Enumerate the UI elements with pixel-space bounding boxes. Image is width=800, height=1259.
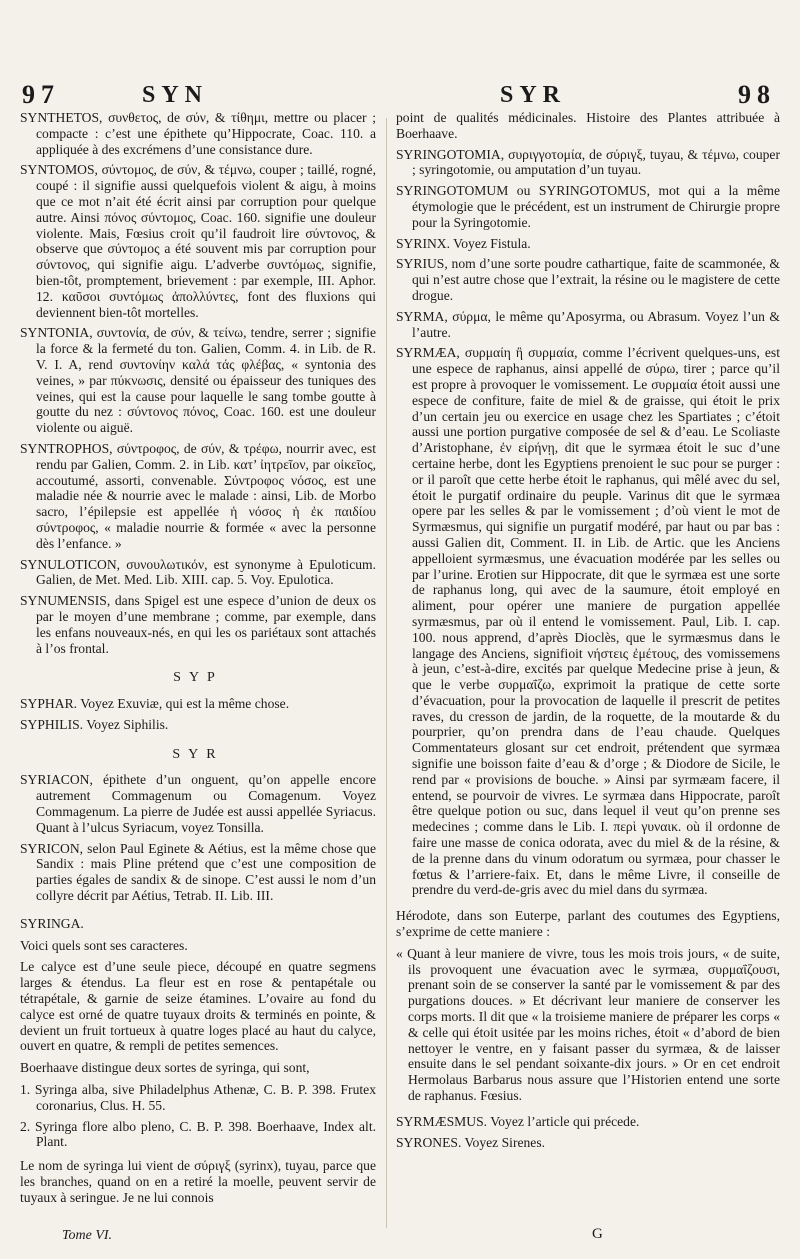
section-heading-syr: SYR [172, 746, 224, 762]
page-number-left: 97 [22, 80, 60, 109]
herodote-intro: Hérodote, dans son Euterpe, parlant des coutumes des Egyptiens, s’exprime de cette maniere : [396, 908, 780, 940]
running-head-right: SYR [500, 82, 567, 108]
entry-syringotomum: SYRINGOTOMUM ou SYRINGOTOMUS, mot qui a la même étymologie que le précédent, est un instrument de Chirurgie propre pour la Syringotomie. [396, 183, 780, 230]
syringa-species-1: 1. Syringa alba, sive Philadelphus Athenæ, C. B. P. 398. Frutex coronarius, Clus. H. 55. [20, 1082, 376, 1113]
entry-syringa-continued: point de qualités médicinales. Histoire des Plantes attribuée à Boerhaave. [396, 110, 780, 141]
entry-syntomos: SYNTOMOS, σύντομος, de σύν, & τέμνω, couper ; taillé, rogné, coupé : il signifie aussi quelquefois violent & aigu, à moins que ce mot n’ait été écrit ainsi par corruption pour quelque autre. Ainsi πόνος σύντομος, Coac. 160. signifie une douleur violente. Mais, Fœsius croit qu’il faudroit lire σύντονος, & observe que σύντομος a été souvent mis par corruption pour σύντονος, qui signifie aigu. L’adverbe συντόμως, signifie, bien-tôt, promptement, brievement : par exemple, III. Aphor. 12. καῦσοι συντόμως ἀπολλύντες, font des fluxions qui deviennent bien-tôt mortelles. [20, 162, 376, 320]
syringa-intro: Voici quels sont ses caracteres. [20, 937, 188, 953]
right-column [396, 110, 780, 1155]
entry-syrmaea: SYRMÆA, συρμαίη ἢ συρμαία, comme l’écrivent quelques-uns, est une espece de raphanus, ainsi appellé de σύρω, tirer ; parce qu’il est propre à provoquer le vomissement. Le συρμαία étoit aussi une espece de confiture, faite de miel & de graisse, qui étoit le prix d’un certain jeu ou exercice en usage chez les Spartiates ; c’étoit aussi une portion purgative composée de sel & d’eau. Le Scoliaste d’Aristophane, ἐν εἰρήνῃ, dit que le syrmæa étoit le suc d’une certaine herbe, dont les Egyptiens prenoient le suc pour se purger : or il paroît que cette herbe étoit le raphanus, qui mêlé avec du sel, étoit le purgatif ordinaire du peuple. Varinus dit que le syrmæa opere par les selles & par le vomissement ; d’où vient le mot de Syrmæsmus, qui signifie un purgatif modéré, par haut ou par bas : aussi Galien dit, Comment. II. in Lib. de Artic. que les Anciens appelloient syrmæsmus, une évacuation modérée par les selles ou par l’urine. Erotien sur Hippocrate, dit que le syrmæa est une sorte de raphanus long, qui avec de la saumure, étoit employé en aliment, pour opérer une maniere de purgation appellée syrmæsmus, par où il entend le vomissement. Paul, Lib. I. cap. 100. nous apprend, d’après Dioclès, que le syrmæsmus dans le langage des Anciens, signifioit νήστεις ἐμέτους, des vomissemens à jeun, c’est-à-dire, excités par quelque Medecine prise à jeun, & que le verbe συρμαΐζω, exprimoit la pratique de cette sorte d’évacuation, pour la provocation de laquelle il prescrit de petites raves, du cresson de jardin, de la roquette, de la moutarde & du pourprier, qu’on prendra dans de l’eau chaude. Quelques Commentateurs glosant sur cet endroit, prétendent que syrmæa signifie une boisson faite d’eau & d’orge ; & Diodore de Sicile, le rend par « provisions de bouche. » Ainsi par syrmæam facere, il entend, se pourvoir de vivres. Le syrmæa dans Hippocrate, paroît être quelque potion ou suc, dans lequel il veut qu’on prenne ses medecines ; comme dans le Lib. I. περὶ γυναικ. où il ordonne de faire une masse de conica odorata, avec du miel & de la résine, & de la prenne dans du vinum odoratum ou syrmæa, pour chasser le fœtus & l’arriere-faix. Et, dans le même Livre, il conseille de prendre du verd-de-gris avec du miel dans du syrmæa. [396, 345, 780, 898]
entry-synthetos: SYNTHETOS, συνθετος, de σύν, & τίθημι, mettre ou placer ; compacte : c’est une épithete qu’Hippocrate, Coac. 110. a appliquée à des excrémens d’une consistance dure. [20, 110, 376, 157]
left-column [20, 110, 376, 1212]
entry-syrmaesmus: SYRMÆSMUS. Voyez l’article qui précede. [396, 1113, 640, 1129]
section-heading-syp: SYP [173, 670, 223, 686]
entry-syntonia: SYNTONIA, συντονία, de σύν, & τείνω, tendre, serrer ; signifie la force & la fermeté du ton. Galien, Comm. 4. in Lib. de R. V. I. A, rend συντονίην καλά τάς φλέβας, « syntonia des veines, » par πύκνωσις, densité ou épaisseur des tuniques des veines, qui est la cause pour laquelle le sang tombe goutte à goutte du nez : σύντονος πόνος, Coac. 160. est une douleur violente ou aiguë. [20, 325, 376, 436]
herodote-quotation: « Quant à leur maniere de vivre, tous les mois trois jours, « de suite, ils provoquent une évacuation avec le syrmæa, συρμαΐζουσι, prenant soin de se conserver la santé par le vomissement & par des purgations douces. » Et décrivant leur maniere de conserver les corps morts. Il dit que « la troisieme maniere de préparer les corps « & celle qui étoit usitée par les moins riches, étoit « d’abord de bien nettoyer le ventre, en y faisant passer du syrmæa, & de laisser ensuite dans le sel pendant soixante-dix jours. » Or en cet endroit Hermolaus Barbarus nous assure que l’Historien entend une sorte de raphanus. Fœsius. [396, 945, 780, 1104]
entry-syphar: SYPHAR. Voyez Exuviæ, qui est la même chose. [20, 696, 290, 712]
entry-syrma: SYRMA, σύρμα, le même qu’Aposyrma, ou Abrasum. Voyez l’un & l’autre. [396, 308, 780, 340]
syringa-closing: Le nom de syringa lui vient de σύριγξ (syrinx), tuyau, parce que les branches, quand on en a retiré la moelle, peuvent servir de tuyaux à seringue. Je ne lui connois [20, 1158, 376, 1205]
syringa-species-2: 2. Syringa flore albo pleno, C. B. P. 398. Boerhaave, Index alt. Plant. [20, 1118, 376, 1150]
tome-label: Tome VI. [62, 1228, 113, 1243]
entry-synuloticon: SYNULOTICON, συνουλωτικόν, est synonyme à Epuloticum. Galien, de Met. Med. Lib. XIII. cap. 5. Voy. Epulotica. [20, 556, 376, 588]
entry-syphilis: SYPHILIS. Voyez Siphilis. [20, 716, 169, 732]
entry-synumensis: SYNUMENSIS, dans Spigel est une espece d’union de deux os par le moyen d’une membrane ; comme, par exemple, dans les enfans nouveaux-nés, en qui les os pariétaux sont attachés à l’os frontal. [20, 593, 376, 656]
column-divider [386, 118, 387, 1228]
entry-syrinx: SYRINX. Voyez Fistula. [396, 235, 531, 251]
syringa-boerhaave: Boerhaave distingue deux sortes de syringa, qui sont, [20, 1060, 310, 1076]
entry-syntrophos: SYNTROPHOS, σύντροφος, de σύν, & τρέφω, nourrir avec, est rendu par Galien, Comm. 2. in Lib. κατ’ ἰητρεῖον, par οἰκεῖος, accoutumé, assorti, convenable. Σύντροφος νόσος, est une maladie née & nourrie avec le malade : ainsi, Lib. de Morbo sacro, l’épilepsie est appellée ἡ νόσος ἡ ἐκ παιδίου σύντροφος, « maladie nourrie & formée « avec la personne dès l’enfance. » [20, 440, 376, 551]
entry-syringotomia: SYRINGOTOMIA, συριγγοτομία, de σύριγξ, tuyau, & τέμνω, couper ; syringotomie, ou amputation d’un tuyau. [396, 146, 780, 178]
syringa-description: Le calyce est d’une seule piece, découpé en quatre segmens larges & étendus. La fleur est en rose & pentapétale ou tétrapétale, & garnie de seize étamines. L’ovaire au fond du calyce est orné de quatre tuyaux droits & terminés en pointe, & devient un fruit tortueux à quatre loges placé au haut du calyce, ouvert en quatre, & rempli de petites semences. [20, 959, 376, 1054]
entry-syrones: SYRONES. Voyez Sirenes. [396, 1134, 546, 1150]
signature-mark: G [592, 1226, 603, 1242]
entry-syricon: SYRICON, selon Paul Eginete & Aétius, est la même chose que Sandix : mais Pline prétend que c’est une composition de parties égales de sandix & de sinope. C’est aussi le nom d’un collyre décrit par Aétius, Tetrab. II. Lib. III. [20, 840, 376, 904]
running-head-left: SYN [142, 82, 209, 108]
page-number-right: 98 [738, 80, 776, 109]
page-header [0, 74, 800, 114]
entry-syringa-title: SYRINGA. [20, 915, 84, 931]
entry-syriacon: SYRIACON, épithete d’un onguent, qu’on appelle encore autrement Commagenum ou Comagenum. Voyez Commagenum. La pierre de Judée est aussi appellée Syriacus. Quant à l’ulcus Syriacum, voyez Tonsilla. [20, 772, 376, 835]
entry-syrius: SYRIUS, nom d’une sorte poudre cathartique, faite de scammonée, & qui n’est autre chose que l’extrait, la résine ou le magistere de cette drogue. [396, 256, 780, 303]
